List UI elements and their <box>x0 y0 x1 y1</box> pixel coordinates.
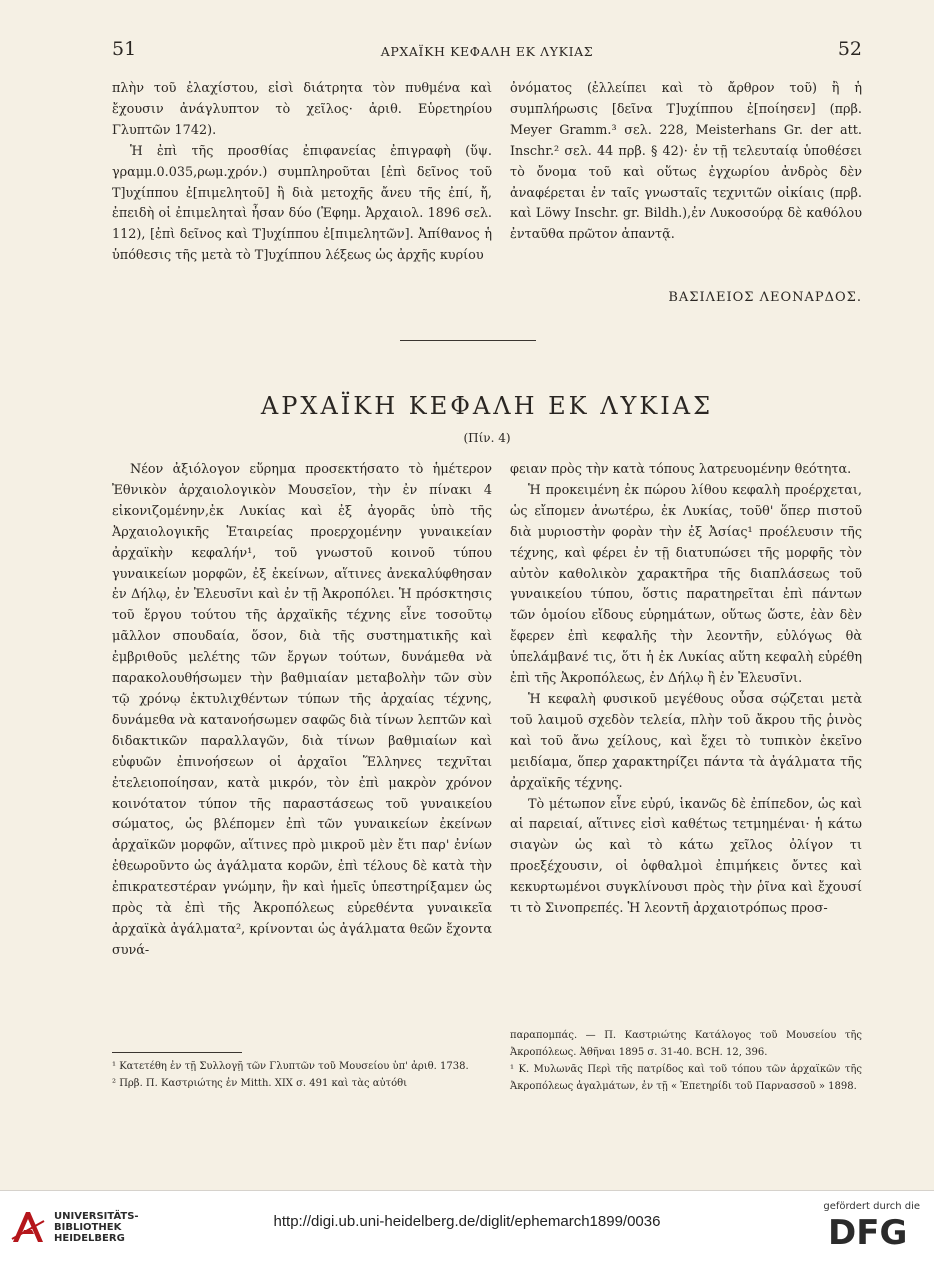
paragraph: Ἡ κεφαλὴ φυσικοῦ μεγέθους οὖσα σῴζεται μετὰ τοῦ λαιμοῦ σχεδὸν τελεία, πλὴν τοῦ ἄκρου τῆς ῥινὸς καὶ τοῦ ἄνω χείλους, καὶ ἔχει τὸ τυπικὸν ἐκεῖνο μειδίαμα, ὅπερ χαρακτηρίζει πάντα τὰ ἀγάλματα τῆς ἀρχαϊκῆς τέχνης. <box>510 691 862 791</box>
permalink-url[interactable]: http://digi.ub.uni-heidelberg.de/diglit/ephemarch1899/0036 <box>273 1213 661 1230</box>
section-divider <box>400 340 536 341</box>
footnote-rule-left <box>112 1052 242 1053</box>
running-header <box>112 38 862 64</box>
footnotes-right <box>510 1027 862 1095</box>
viewer-footer <box>0 1190 934 1264</box>
funding-caption: gefördert durch die <box>823 1201 920 1212</box>
paragraph: Νέον ἀξιόλογον εὕρημα προσεκτήσατο τὸ ἡμέτερον Ἐθνικὸν ἀρχαιολογικὸν Μουσεῖον, τὴν ἐν πίνακι 4 εἰκονιζομένην,ἐκ Λυκίας καὶ ἐξ ἀγορᾶς ὑπὸ τῆς Ἀρχαιολογικῆς Ἑταιρείας προερχομένην γυναικείαν ἀρχαϊκὴν κεφαλήν¹, τοῦ γνωστοῦ κοινοῦ τύπου γυναικείων μορφῶν, ἐξ ἐκείνων, αἵτινες ἀνεκαλύφθησαν ἐν Δήλῳ, ἐν Ἐλευσῖνι καὶ ἐν τῇ Ἀκροπόλει. Ἡ πρόσκτησις τοῦ ἔργου τούτου τῆς ἀρχαϊκῆς τέχνης εἶνε τοσοῦτῳ μᾶλλον σπουδαία, ὅσον, διὰ τῆς συστηματικῆς καὶ ἐμβριθοῦς μελέτης τῶν ἔργων τούτων, δυνάμεθα νὰ παρακολουθήσωμεν τὴν βαθμιαίαν μεταβολὴν τῶν σὺν τῷ χρόνῳ ἐκτυλιχθέντων τύπων τῆς ἀρχαίας τέχνης, δυνάμεθα νὰ κατανοήσωμεν σαφῶς διὰ τίνων λεπτῶν καὶ διδακτικῶν παραλλαγῶν, διὰ τίνων βαθμιαίων καὶ εὐφυῶν ἐπινοήσεων οἱ ἀρχαῖοι Ἕλληνες τεχνῖται ἐτελειοποίησαν, κατὰ μικρόν, τὸν ἐπὶ μακρὸν χρόνον κοινότατον τύπον τῆς παραστάσεως τοῦ γυναικείου σώματος, ὡς βλέπομεν ἐπὶ τῶν γυναικείων ἐκείνων ἀρχαϊκῶν μορφῶν, αἵτινες πρὸ μικροῦ μὲν ἔτι παρ' ἐνίων ἐθεωροῦντο ὡς ἀγάλματα κορῶν, ἐπὶ τέλους δὲ κατὰ τὴν ἐπικρατεστέραν γνώμην, ἣν καὶ ἡμεῖς ὑπεστηρίξαμεν ὡς πρὸς τὰ ἐπὶ τῆς Ἀκροπόλεως εὑρεθέντα γυναικεῖα ἀρχαϊκὰ ἀγάλματα², κρίνονται ὡς ἀγάλματα θεῶν ἔχοντα συνά- <box>112 462 492 958</box>
paragraph: Ἡ ἐπὶ τῆς προσθίας ἐπιφανείας ἐπιγραφὴ (ὕψ. γραμμ.0.035,ρωμ.χρόν.) συμπληροῦται [ἐπὶ δεῖνος τοῦ Τ]υχίππου ἐ[πιμελητοῦ] ἢ διὰ μετοχῆς ἄνευ τῆς ἐπί, ἤ, ἐπειδὴ οἱ ἐπιμεληταὶ ἦσαν δύο (Ἐφημ. Ἀρχαιολ. 1896 σελ. 112), [ἐπὶ δεῖνος καὶ Τ]υχίππου ἐ[πιμελητῶν]. Ἀπίθανος ἡ ὑπόθεσις τῆς μετὰ τὸ Τ]υχίππου λέξεως ὡς ἀρχῆς κυρίου <box>112 143 492 264</box>
author-signature: ΒΑΣΙΛΕΙΟΣ ΛΕΟΝΑΡΔΟΣ. <box>668 290 862 305</box>
funder-name: DFG <box>828 1213 908 1247</box>
page-number-right: 52 <box>837 38 862 60</box>
bottom-left-column <box>112 460 492 962</box>
page-number-left: 51 <box>112 38 137 60</box>
paragraph: Ἡ προκειμένη ἐκ πώρου λίθου κεφαλὴ προέρχεται, ὡς εἴπομεν ἀνωτέρω, ἐκ Λυκίας, τοῦθ' ὅπερ πιστοῦ διὰ μυριοστὴν φορὰν τὴν ἐξ Ἀσίας¹ προέλευσιν τῆς τέχνης, καὶ φέρει ἐν τῇ διατυπώσει τῆς μορφῆς τὸν αὐτὸν καθολικὸν χαρακτῆρα τῆς διαπλάσεως τοῦ γυναικείου τύπου, ὅστις παρατηρεῖται ἐπὶ πάντων τῶν ὁμοίου εἴδους εὑρημάτων, οὕτως ὥστε, ἐὰν δὲν ἔφερεν ἐπὶ κεφαλῆς τὴν λεοντῆν, εὐλόγως θὰ ὑπελάμβανέ τις, ὅτι ἡ ἐκ Λυκίας αὕτη κεφαλὴ εὑρέθη ἐπὶ τῆς Ἀκροπόλεως, ἐν Δήλῳ ἢ ἐν Ἐλευσῖνι. <box>510 482 862 687</box>
footnote: ² Πρβ. Π. Καστριώτης ἐν Mitth. XIX σ. 491 καὶ τὰς αὐτόθι <box>112 1078 408 1089</box>
paragraph: φειαν πρὸς τὴν κατὰ τόπους λατρευομένην θεότητα. <box>510 462 852 477</box>
library-name-line: UNIVERSITÄTS- <box>54 1211 139 1222</box>
running-title: ΑΡΧΑΪΚΗ ΚΕΦΑΛΗ ΕΚ ΛΥΚΙΑΣ <box>380 44 594 59</box>
article-subtitle: (Πίν. 4) <box>463 431 511 445</box>
paragraph: Τὸ μέτωπον εἶνε εὐρύ, ἱκανῶς δὲ ἐπίπεδον, ὡς καὶ αἱ παρειαί, αἵτινες εἰσὶ καθέτως τετμημέναι· ἡ κάτω σιαγὼν ὡς καὶ τὸ κάτω χεῖλος ὀλίγον τι προεξέχουσιν, οἱ ὀφθαλμοὶ ἐπιμήκεις ὄντες καὶ κεκυρτωμένοι συγκλίνουσι πρὸς τὴν ῥῖνα καὶ ἔχουσί τι τὸ Σινοπρεπές. Ἡ λεοντῆ ἀρχαιοτρόπως προσ- <box>510 796 862 917</box>
paragraph: πλὴν τοῦ ἐλαχίστου, εἰσὶ διάτρητα τὸν πυθμένα καὶ ἔχουσιν ἀνάγλυπτον τὸ χεῖλος· ἀριθ. Εὑρετηρίου Γλυπτῶν 1742). <box>112 81 492 138</box>
bottom-right-column <box>510 460 862 920</box>
top-left-column <box>112 79 492 267</box>
library-name-line: HEIDELBERG <box>54 1233 125 1244</box>
footnotes-left <box>112 1058 492 1092</box>
article-title: ΑΡΧΑΪΚΗ ΚΕΦΑΛΗ ΕΚ ΛΥΚΙΑΣ <box>260 392 714 420</box>
paragraph: ὀνόματος (ἐλλείπει καὶ τὸ ἄρθρον τοῦ) ἢ ἡ συμπλήρωσις [δεῖνα Τ]υχίππου ἐ[ποίησεν] (πρβ. Meyer Gramm.³ σελ. 228, Meisterhans Gr. der att. Inschr.² σελ. 44 πρβ. § 42)· ἐν τῇ τελευταίᾳ ὑποθέσει τὸ ὄνομα τοῦ καὶ οὕτως ἐγχωρίου ἀνδρὸς δὲν ἀναφέρεται ἐν ταῖς γνωσταῖς τεχνιτῶν οἰκίαις (πρβ. καὶ Löwy Inschr. gr. Bildh.),ἐν Λυκοσούρᾳ δὲ καθόλου ἐνταῦθα πρῶτον ἀπαντᾷ. <box>510 81 862 243</box>
dfg-logo-icon[interactable] <box>828 1213 920 1247</box>
top-right-column <box>510 79 862 246</box>
library-name-line: BIBLIOTHEK <box>54 1222 122 1233</box>
footnote: ¹ Κατετέθη ἐν τῇ Συλλογῇ τῶν Γλυπτῶν τοῦ Μουσείου ὑπ' ἀριθ. 1738. <box>112 1061 469 1072</box>
footnote: ¹ Κ. Μυλωνᾶς Περὶ τῆς πατρίδος καὶ τοῦ τόπου τῶν ἀρχαϊκῶν τῆς Ἀκροπόλεως ἀγαλμάτων, ἐν τῇ « Ἐπετηρίδι τοῦ Παρνασσοῦ » 1898. <box>510 1064 862 1092</box>
footnote: παραπομπάς. — Π. Καστριώτης Κατάλογος τοῦ Μουσείου τῆς Ἀκροπόλεως. Ἀθῆναι 1895 σ. 31-40. BCH. 12, 396. <box>510 1030 862 1058</box>
